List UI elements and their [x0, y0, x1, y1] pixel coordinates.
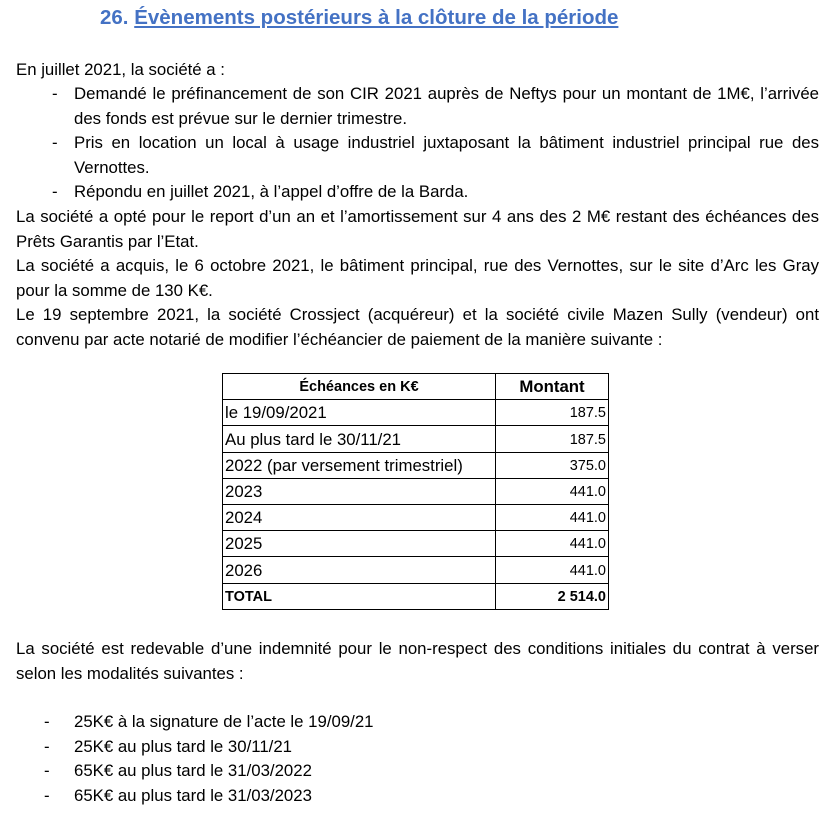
paragraph: La société a opté pour le report d’un an et l’amortissement sur 4 ans des 2 M€ restant des échéances des Prêts Garantis par l’Etat.: [16, 207, 819, 251]
table-row: [223, 504, 609, 530]
row-amount: 441.0: [496, 557, 609, 583]
column-header-label: Échéances en K€: [223, 374, 496, 400]
row-amount: 187.5: [496, 400, 609, 426]
section-number: 26.: [100, 6, 129, 29]
paragraph: La société a acquis, le 6 octobre 2021, le bâtiment principal, rue des Vernottes, sur le site d’Arc les Gray pour la somme de 130 K€.: [16, 256, 819, 300]
table-row: [223, 531, 609, 557]
list-item-text: 65K€ au plus tard le 31/03/2023: [74, 785, 312, 805]
list-item: [16, 82, 819, 131]
bullet-dash: -: [52, 84, 58, 103]
list-item-text: 25K€ au plus tard le 30/11/21: [74, 736, 293, 756]
table-row: [223, 400, 609, 426]
list-item-text: 25K€ à la signature de l’acte le 19/09/21: [74, 712, 374, 731]
row-amount: 441.0: [496, 531, 609, 557]
section-title: Évènements postérieurs à la clôture de la période: [134, 6, 619, 29]
section-heading: [100, 6, 618, 30]
table-row: [223, 478, 609, 504]
row-amount: 441.0: [496, 478, 609, 504]
bullet-dash: -: [44, 785, 50, 805]
row-amount: 187.5: [496, 426, 609, 452]
row-label: 2025: [223, 531, 496, 557]
intro-text: En juillet 2021, la société a :: [16, 60, 225, 79]
list-item: [16, 180, 819, 205]
list-item: [16, 710, 819, 735]
table-row: [223, 557, 609, 583]
total-amount: 2 514.0: [496, 583, 609, 609]
table-row: [223, 426, 609, 452]
row-amount: 441.0: [496, 504, 609, 530]
list-item: [16, 759, 819, 784]
row-label: 2022 (par versement trimestriel): [223, 452, 496, 478]
indemnity-list: [16, 710, 819, 808]
list-item-text: Pris en location un local à usage industriel juxtaposant la bâtiment industriel principal rue des Vernottes.: [74, 133, 819, 177]
bullet-dash: -: [44, 712, 50, 731]
payment-schedule-table: [222, 373, 609, 610]
list-item-text: Répondu en juillet 2021, à l’appel d’offre de la Barda.: [74, 182, 469, 201]
list-item: [16, 131, 819, 180]
list-item: [16, 735, 819, 760]
row-label: 2024: [223, 504, 496, 530]
table-total-row: [223, 583, 609, 609]
row-label: Au plus tard le 30/11/21: [223, 426, 496, 452]
column-header-amount: Montant: [496, 374, 609, 400]
bullet-dash: -: [44, 761, 50, 780]
row-amount: 375.0: [496, 452, 609, 478]
table-header-row: [223, 374, 609, 400]
list-item-text: Demandé le préfinancement de son CIR 2021 auprès de Neftys pour un montant de 1M€, l’arrivée des fonds est prévue sur le dernier trimestre.: [74, 84, 819, 128]
list-item: [16, 784, 819, 809]
row-label: le 19/09/2021: [223, 400, 496, 426]
bullet-dash: -: [52, 133, 58, 152]
total-label: TOTAL: [223, 583, 496, 609]
events-list: [16, 82, 819, 205]
row-label: 2026: [223, 557, 496, 583]
indemnity-intro: La société est redevable d’une indemnité pour le non-respect des conditions initiales du contrat à verser selon les modalités suivantes :: [16, 639, 819, 683]
bullet-dash: -: [44, 736, 50, 756]
table-row: [223, 452, 609, 478]
row-label: 2023: [223, 478, 496, 504]
bullet-dash: -: [52, 182, 58, 201]
list-item-text: 65K€ au plus tard le 31/03/2022: [74, 761, 312, 780]
paragraph: Le 19 septembre 2021, la société Crossject (acquéreur) et la société civile Mazen Sully (vendeur) ont convenu par acte notarié de modifier l’échéancier de paiement de la manière suivante :: [16, 305, 819, 349]
